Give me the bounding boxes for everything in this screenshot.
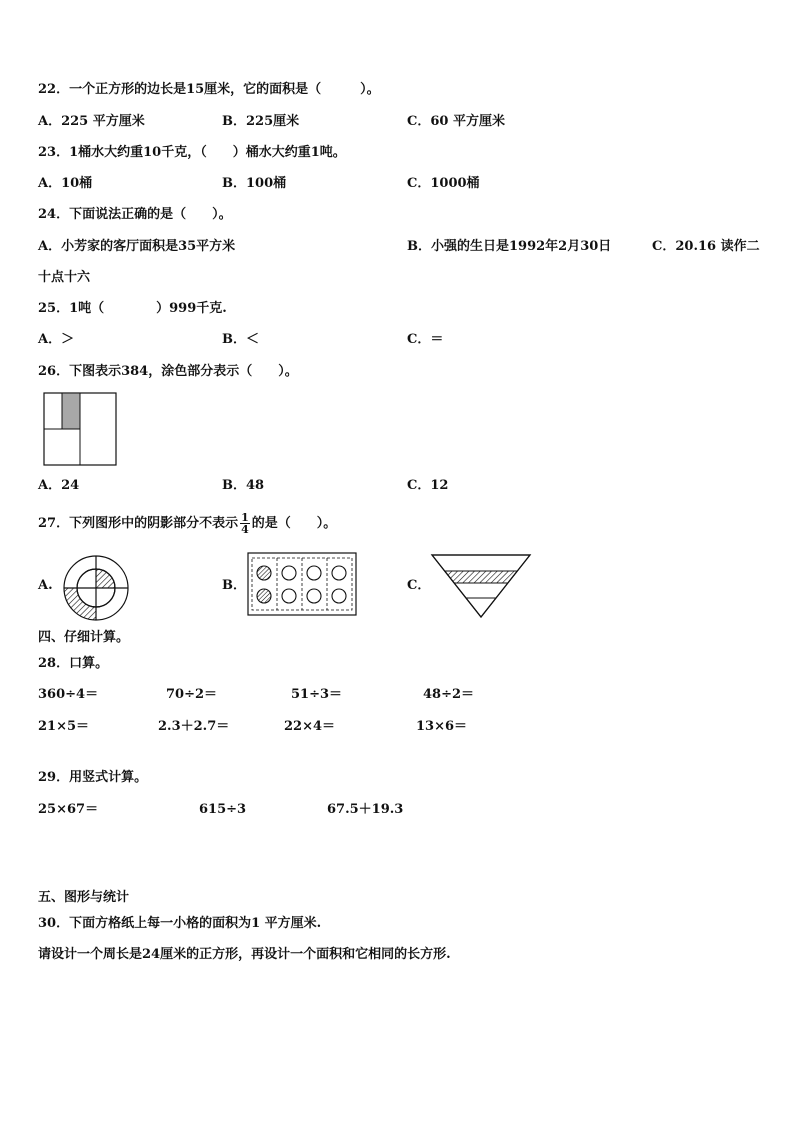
q27-triangle-figure bbox=[430, 553, 534, 621]
q28-item: 22×4＝ bbox=[284, 719, 336, 734]
q25-option-a: A．＞ bbox=[38, 332, 75, 347]
q23-option-a: A．10桶 bbox=[38, 176, 93, 191]
q27-fraction-numerator: 1 bbox=[241, 511, 249, 524]
q28-item: 70÷2＝ bbox=[166, 687, 218, 702]
q22-stem: 22．一个正方形的边长是15厘米，它的面积是（ ）。 bbox=[38, 82, 380, 97]
q28-stem: 28．口算。 bbox=[38, 656, 109, 671]
q27-option-b: B． bbox=[222, 578, 246, 593]
q26-shaded-part bbox=[62, 393, 80, 429]
q30-instruction: 请设计一个周长是24厘米的正方形，再设计一个面积和它相同的长方形. bbox=[38, 947, 451, 962]
q24-option-b: B．小强的生日是1992年2月30日 bbox=[407, 239, 612, 254]
q23-option-b: B．100桶 bbox=[222, 176, 287, 191]
q26-stem: 26．下图表示384，涂色部分表示（ ）。 bbox=[38, 364, 298, 379]
q27-stem-after: 的是（ ）。 bbox=[251, 516, 337, 531]
q27-circles-figure bbox=[247, 552, 359, 618]
q25-option-c: C．＝ bbox=[407, 332, 444, 347]
q27-option-c: C． bbox=[407, 578, 431, 593]
q26-option-b: B．48 bbox=[222, 478, 265, 493]
q27-fraction bbox=[240, 512, 250, 535]
q29-stem: 29．用竖式计算。 bbox=[38, 770, 148, 785]
q25-option-b: B．＜ bbox=[222, 332, 259, 347]
q30-stem: 30．下面方格纸上每一小格的面积为1 平方厘米. bbox=[38, 916, 322, 931]
q26-option-c: C．12 bbox=[407, 478, 449, 493]
q28-item: 21×5＝ bbox=[38, 719, 90, 734]
q27-fraction-denominator: 4 bbox=[241, 523, 249, 536]
q27-stem bbox=[38, 512, 336, 535]
q24-option-a: A．小芳家的客厅面积是35平方米 bbox=[38, 239, 236, 254]
q24-stem: 24．下面说法正确的是（ ）。 bbox=[38, 207, 232, 222]
q26-square-figure bbox=[43, 392, 119, 468]
q29-item: 25×67＝ bbox=[38, 802, 99, 817]
q26-option-a: A．24 bbox=[38, 478, 80, 493]
q28-item: 13×6＝ bbox=[416, 719, 468, 734]
section-5-title: 五、图形与统计 bbox=[38, 890, 130, 905]
q28-item: 360÷4＝ bbox=[38, 687, 99, 702]
section-4-title: 四、仔细计算。 bbox=[38, 630, 130, 645]
q23-stem: 23．1桶水大约重10千克，（ ）桶水大约重1吨。 bbox=[38, 145, 346, 160]
q22-option-c: C．60 平方厘米 bbox=[407, 114, 505, 129]
q27-stem-before: 27．下列图形中的阴影部分不表示 bbox=[38, 516, 239, 531]
q22-option-b: B．225厘米 bbox=[222, 114, 300, 129]
q23-option-c: C．1000桶 bbox=[407, 176, 480, 191]
q25-stem: 25．1吨（ ）999千克. bbox=[38, 301, 227, 316]
q28-item: 48÷2＝ bbox=[423, 687, 475, 702]
q28-item: 2.3＋2.7＝ bbox=[158, 719, 230, 734]
q29-item: 67.5＋19.3 bbox=[327, 802, 404, 817]
q24-option-c-continued: 十点十六 bbox=[38, 270, 91, 285]
q22-option-a: A．225 平方厘米 bbox=[38, 114, 145, 129]
q27-ring-figure bbox=[62, 554, 130, 622]
q29-item: 615÷3 bbox=[199, 802, 247, 817]
q24-option-c: C．20.16 读作二 bbox=[652, 239, 760, 254]
q27-option-a: A. bbox=[38, 578, 53, 593]
q28-item: 51÷3＝ bbox=[291, 687, 343, 702]
